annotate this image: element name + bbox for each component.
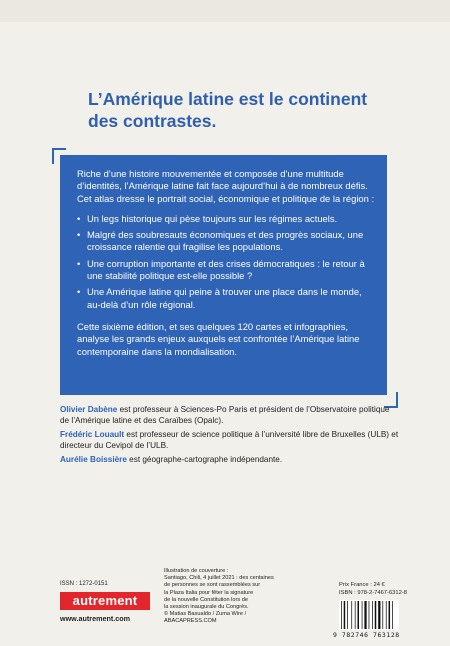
- headline: [88, 88, 408, 132]
- author-bio-text: est géographe-cartographe indépendante.: [126, 455, 283, 464]
- list-item: [77, 258, 377, 283]
- isbn-label: ISBN : 978-2-7467-6312-8: [339, 590, 407, 596]
- cover-credits: [164, 568, 319, 626]
- author-bio: [60, 404, 400, 426]
- barcode-digits: 9 782746 763128: [333, 631, 400, 639]
- issn-label: ISSN : 1272-0151: [60, 581, 108, 587]
- author-name: Frédéric Louault: [60, 430, 125, 439]
- headline-line-1: L’Amérique latine est le continent: [88, 89, 368, 109]
- credit-line: de personnes se sont rassemblées sur: [164, 582, 261, 589]
- bullet-icon: •: [77, 257, 81, 269]
- barcode-bars: [339, 600, 399, 630]
- author-bio-text: est professeur de science politique à l’université libre de Bruxelles (ULB) et directeur du Cevipol de l’ULB.: [60, 430, 399, 450]
- barcode: [339, 600, 399, 630]
- credit-line: ABACAPRESS.COM: [164, 618, 217, 625]
- bullet-icon: •: [77, 286, 81, 298]
- headline-line-2: des contrastes.: [88, 111, 217, 131]
- corner-bracket-top-left: [52, 148, 66, 164]
- credit-line: la session inaugurale du Congrès.: [164, 604, 249, 611]
- author-bio: [60, 454, 400, 465]
- bullet-icon: •: [77, 212, 81, 224]
- author-bios: [60, 404, 400, 468]
- summary-closing: Cette sixième édition, et ses quelques 120 cartes et infographies, analyse les grands enjeux auxquels est confrontée l’Amérique latine contemporaine dans la mondialisation.: [77, 320, 360, 357]
- summary-bullet-list: [77, 213, 377, 311]
- publisher-url: www.autrement.com: [60, 614, 131, 623]
- author-name: Aurélie Boissière: [60, 455, 127, 464]
- list-item: [77, 213, 377, 225]
- bullet-text: Un legs historique qui pèse toujours sur les régimes actuels.: [87, 212, 338, 224]
- summary-intro: Riche d’une histoire mouvementée et composée d’une multitude d’identités, l’Amérique latine fait face aujourd’hui à de nombreux défis. Cet atlas dresse le portrait social, économique et politique de la région :: [77, 168, 375, 204]
- credit-line: Santiago, Chili, 4 juillet 2021 : des centaines: [164, 575, 274, 582]
- list-item: [77, 229, 377, 254]
- credit-line: Illustration de couverture :: [164, 568, 229, 574]
- list-item: [77, 286, 377, 311]
- author-bio-text: est professeur à Sciences-Po Paris et président de l’Observatoire politique de l’Amérique latine et des Caraïbes (Opalc).: [60, 405, 390, 425]
- author-bio: [60, 429, 400, 451]
- top-band: [0, 0, 450, 22]
- bullet-text: Une Amérique latine qui peine à trouver une place dans le monde, au-delà d’un rôle régional.: [87, 286, 362, 310]
- price-label: Prix France : 24 €: [339, 582, 385, 588]
- credit-line: © Matias Basualdo / Zuma Wire /: [164, 611, 247, 618]
- credit-line: de la nouvelle Constitution lors de: [164, 596, 248, 603]
- bullet-text: Une corruption importante et des crises démocratiques : le retour à une stabilité politique est-elle possible ?: [87, 257, 365, 282]
- bullet-text: Malgré des soubresauts économiques et des progrès sociaux, une croissance ralentie qui fragilise les populations.: [87, 229, 364, 253]
- credit-line: la Plaza Italia pour fêter la signature: [164, 589, 254, 596]
- bullet-icon: •: [77, 229, 81, 241]
- publisher-logo: autrement: [60, 592, 150, 610]
- author-name: Olivier Dabène: [60, 405, 118, 414]
- summary-text: [77, 168, 377, 358]
